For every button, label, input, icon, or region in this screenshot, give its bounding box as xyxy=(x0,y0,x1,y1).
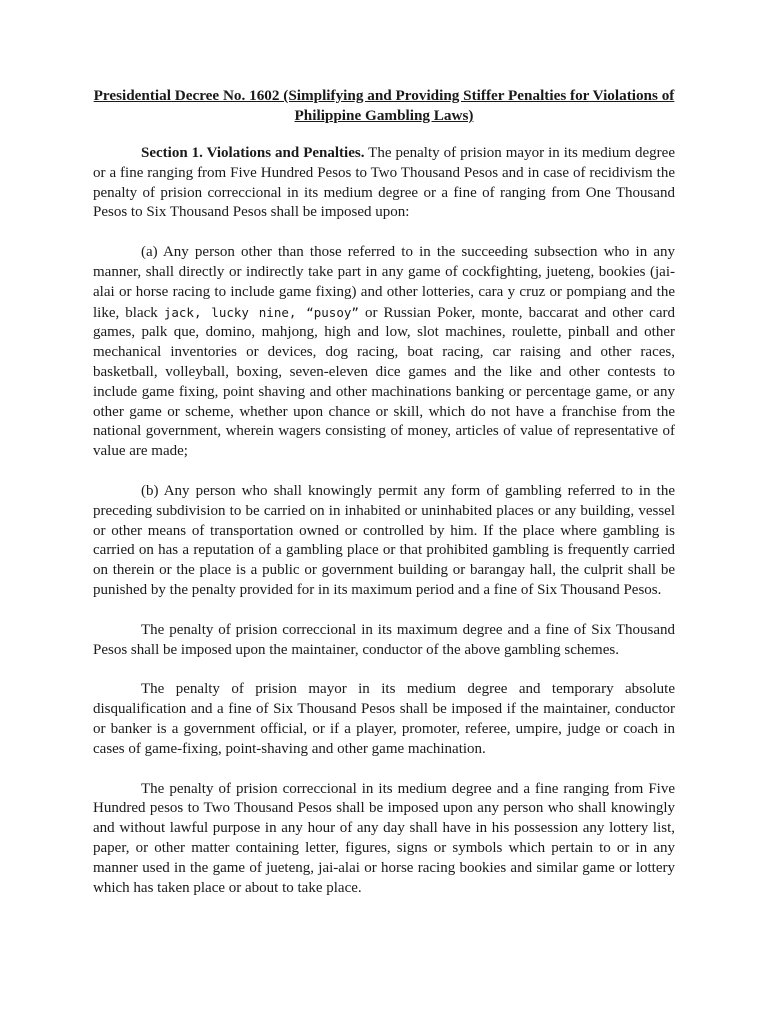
section-intro-text: The penalty of prision mayor in its medium degree or a fine ranging from Five Hundred Pesos to Two Thousand Pesos and in case of recidivism the penalty of prision correccional in its medium degree or a fine of ranging from One Thousand Pesos to Six Thousand Pesos shall be imposed upon: xyxy=(93,145,675,221)
paragraph-c: The penalty of prision correccional in its maximum degree and a fine of Six Thousand Pesos shall be imposed upon the maintainer, conductor of the above gambling schemes. xyxy=(93,621,675,658)
paragraph-a-text-2: or Russian Poker, monte, baccarat and other card games, palk que, domino, mahjong, high and low, slot machines, roulette, pinball and other mechanical inventories or devices, dog racing, boat racing, car raising and other races, basketball, volleyball, boxing, seven-eleven dice games and the like and other contests to include game fixing, point shaving and other machinations banking or percentage game, or any other game or scheme, whether upon chance or skill, which do not have a franchise from the national government, wherein wagers consisting of money, articles of value of representative of value are made; xyxy=(93,304,675,460)
paragraph-a-mono-text: jack, lucky nine, “pusoy” xyxy=(163,304,359,320)
section-1-paragraph xyxy=(93,144,675,223)
document-title: Presidential Decree No. 1602 (Simplifying and Providing Stiffer Penalties for Violations of Philippine Gambling Laws) xyxy=(93,87,675,124)
paragraph-a xyxy=(93,243,675,462)
paragraph-e: The penalty of prision correccional in its medium degree and a fine ranging from Five Hundred pesos to Two Thousand Pesos shall be imposed upon any person who shall knowingly and without lawful purpose in any hour of any day shall have in his possession any lottery list, paper, or other matter containing letter, figures, signs or symbols which pertain to or in any manner used in the game of jueteng, jai-alai or horse racing bookies and similar game or lottery which has taken place or about to take place. xyxy=(93,780,675,896)
document-page xyxy=(93,86,675,918)
paragraph-d: The penalty of prision mayor in its medium degree and temporary absolute disqualification and a fine of Six Thousand Pesos shall be imposed if the maintainer, conductor or banker is a government official, or if a player, promoter, referee, umpire, judge or coach in cases of game-fixing, point-shaving and other game machination. xyxy=(93,681,675,757)
paragraph-b: (b) Any person who shall knowingly permit any form of gambling referred to in the preceding subdivision to be carried on in inhabited or uninhabited places or any building, vessel or other means of transportation owned or controlled by him. If the place where gambling is carried on has a reputation of a gambling place or that prohibited gambling is frequently carried on therein or the place is a public or government building or barangay hall, the culprit shall be punished by the penalty provided for in its maximum period and a fine of Six Thousand Pesos. xyxy=(93,482,675,598)
paragraph-a-text-1: (a) Any person other than those referred to in the succeeding subsection who in any manner, shall directly or indirectly take part in any game of cockfighting, jueteng, bookies (jai- alai or horse racing to include game fixing) and other lotteries, cara y cruz or pompiang and the like, black xyxy=(93,244,675,321)
section-heading: Section 1. Violations and Penalties. xyxy=(141,145,365,161)
